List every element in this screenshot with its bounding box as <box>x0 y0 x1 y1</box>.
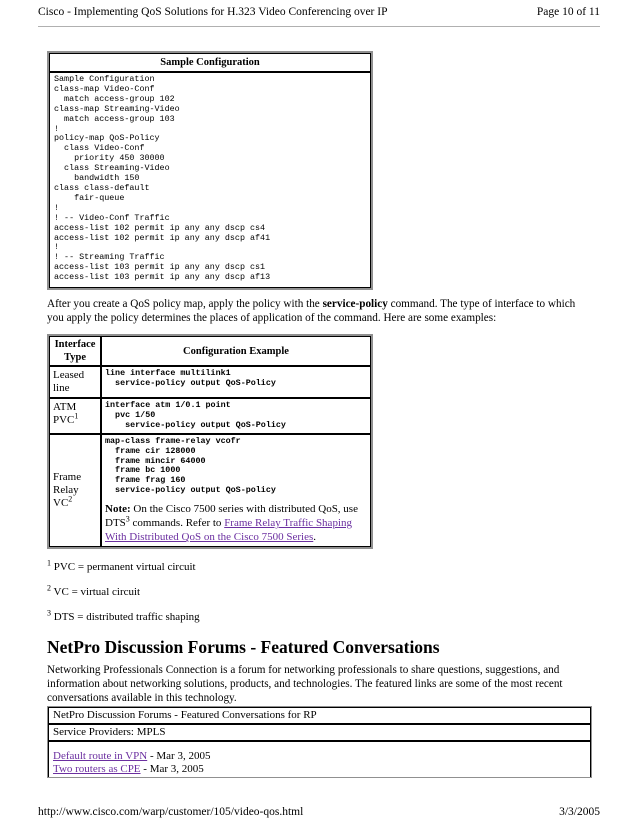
note-text: . <box>313 531 316 544</box>
note-text: commands. Refer to <box>129 517 225 530</box>
footnote-1 <box>47 558 196 573</box>
forums-table <box>47 706 592 778</box>
config-example-cell <box>101 434 371 547</box>
col-interface-type: Interface Type <box>49 336 101 366</box>
interface-type-cell <box>49 434 101 547</box>
forums-description: Networking Professionals Connection is a forum for networking professionals to share questions, suggestions, and information about networking solutions, products, and technologies. The featured links are some of the most recent conversations available in this technology. <box>47 664 563 704</box>
forums-table-title: NetPro Discussion Forums - Featured Conversations for RP <box>48 707 591 724</box>
sample-config-table <box>47 51 373 290</box>
forums-heading: NetPro Discussion Forums - Featured Conversations <box>47 637 440 657</box>
col-configuration-example: Configuration Example <box>101 336 371 366</box>
table-row <box>49 398 371 434</box>
post-date: - Mar 3, 2005 <box>140 763 204 775</box>
interface-type-label: Frame Relay VC <box>53 470 82 509</box>
frame-relay-shaping-link[interactable]: Frame Relay Traffic Shaping With Distributed QoS on the Cisco 7500 Series <box>105 517 352 544</box>
sample-config-code: Sample Configuration class-map Video-Conf match access-group 102 class-map Streaming-Video match access-group 103 ! policy-map QoS-Policy class Video-Conf priority 450 30000 class Streaming-Video bandwidth 150 class class-default fair-queue ! ! -- Video-Conf Traffic access-list 102 permit ip any any dscp cs4 access-list 102 permit ip any any dscp af41 ! ! -- Streaming Traffic access-list 103 permit ip any any dscp cs1 access-list 103 permit ip any any dscp af13 <box>54 74 271 283</box>
note-text: On the Cisco 7500 series with distributed QoS, use DTS <box>105 503 358 530</box>
interface-table <box>47 334 373 549</box>
post-link[interactable]: Two routers as CPE <box>53 763 141 775</box>
footnote-text: DTS = distributed traffic shaping <box>51 611 200 623</box>
footnote-ref: 3 <box>125 514 130 524</box>
document-title: Cisco - Implementing QoS Solutions for H.323 Video Conferencing over IP <box>38 6 388 18</box>
list-item <box>53 763 586 776</box>
interface-type-label: ATM PVC <box>53 401 77 426</box>
post-link[interactable]: Default route in VPN <box>53 750 148 762</box>
footnote-2 <box>47 583 141 598</box>
service-policy-keyword: service-policy <box>322 298 388 310</box>
intro-text-after: command. The type of interface to which you apply the policy determines the places of application of the command. Here are some examples: <box>47 298 576 324</box>
intro-paragraph <box>47 297 592 325</box>
list-item <box>53 750 586 763</box>
footnote-ref: 1 <box>74 411 79 421</box>
footnote-text: PVC = permanent virtual circuit <box>51 561 196 573</box>
intro-text-before: After you create a QoS policy map, apply the policy with the <box>47 298 323 310</box>
interface-type-cell <box>49 366 101 398</box>
page-number: Page 10 of 11 <box>536 6 600 18</box>
note-label: Note: <box>105 503 131 516</box>
page-header <box>38 6 600 27</box>
page-url: http://www.cisco.com/warp/customer/105/video-qos.html <box>38 806 304 818</box>
note <box>105 502 367 544</box>
interface-type-cell <box>49 398 101 434</box>
table-row <box>49 366 371 398</box>
config-code: line interface multilink1 service-policy output QoS-Policy <box>105 368 276 388</box>
footnote-number: 2 <box>47 583 51 593</box>
footnote-3 <box>47 608 200 623</box>
config-example-cell <box>101 366 371 398</box>
print-date: 3/3/2005 <box>559 806 600 818</box>
footnote-number: 3 <box>47 608 51 618</box>
interface-type-label: Leased line <box>53 369 85 394</box>
forums-posts <box>48 741 591 777</box>
footnote-text: VC = virtual circuit <box>51 586 141 598</box>
config-code: interface atm 1/0.1 point pvc 1/50 service-policy output QoS-Policy <box>105 400 286 430</box>
forums-category: Service Providers: MPLS <box>48 724 591 741</box>
config-example-cell <box>101 398 371 434</box>
table-row <box>49 434 371 547</box>
config-code: map-class frame-relay vcofr frame cir 128000 frame mincir 64000 frame bc 1000 frame frag 160 service-policy output QoS-policy <box>105 435 276 496</box>
sample-config-heading: Sample Configuration <box>49 53 371 72</box>
post-date: - Mar 3, 2005 <box>147 750 211 762</box>
footnote-number: 1 <box>47 558 51 568</box>
sample-config-cell <box>49 72 371 288</box>
footnote-ref: 2 <box>68 494 73 504</box>
